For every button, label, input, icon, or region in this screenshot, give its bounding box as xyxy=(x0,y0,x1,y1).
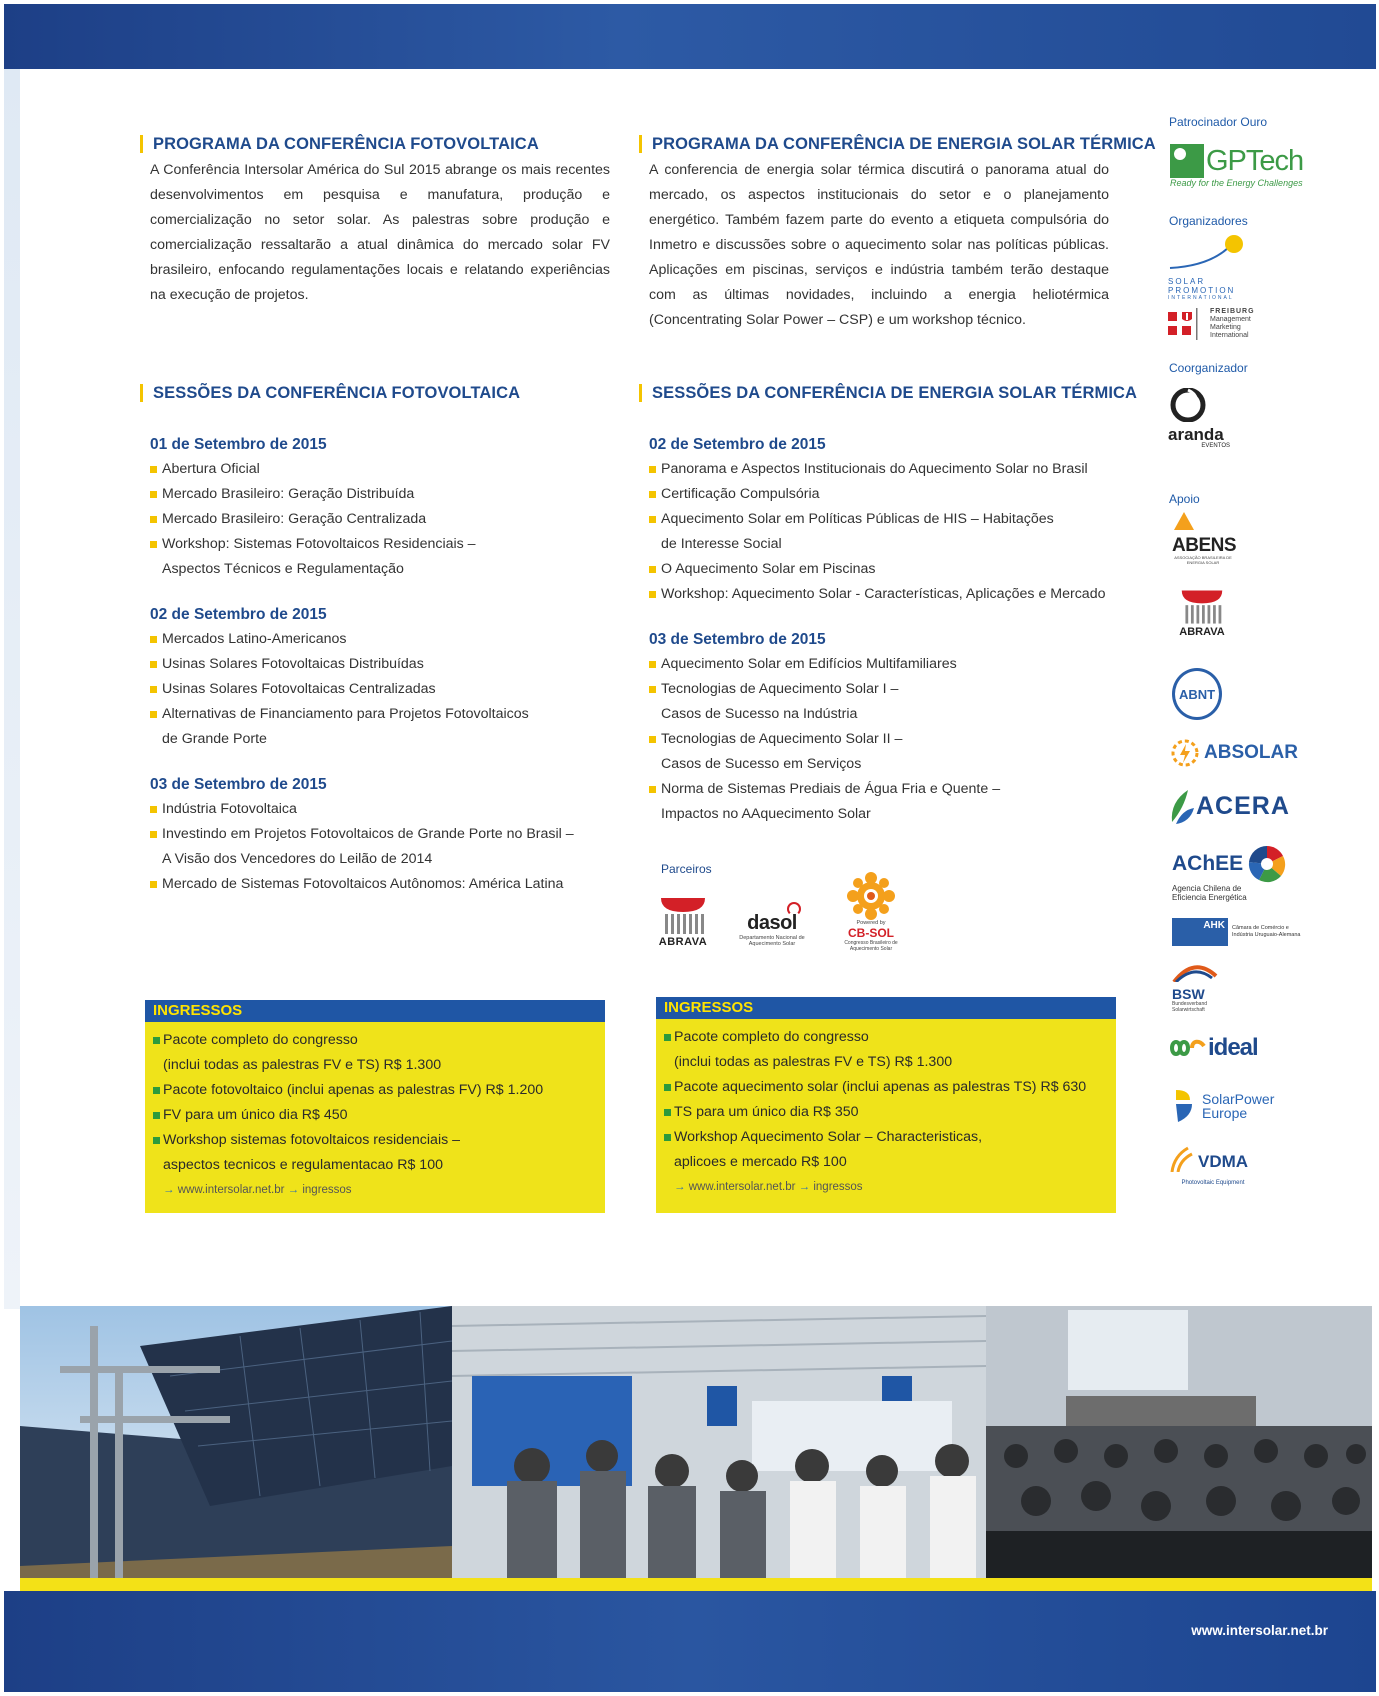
session-item-text: Tecnologias de Aquecimento Solar II – xyxy=(661,731,903,747)
dasol-subtitle: Departamento Nacional de Aquecimento Solar xyxy=(739,935,805,947)
ideal-logo xyxy=(1170,1034,1280,1062)
achee-logo xyxy=(1172,844,1292,902)
aranda-logo xyxy=(1168,388,1248,449)
session-item-text: A Visão dos Vencedores do Leilão de 2014 xyxy=(162,851,433,867)
session-item xyxy=(649,652,1119,677)
yellow-divider xyxy=(20,1578,1372,1591)
vdma-arcs-icon xyxy=(1168,1146,1198,1172)
bullet-icon xyxy=(649,661,656,668)
fmm-line: International xyxy=(1210,332,1249,339)
session-item-text: Aspectos Técnicos e Regulamentação xyxy=(162,561,404,577)
left-stripe xyxy=(4,69,20,1309)
cbsol-sun-icon xyxy=(846,872,896,920)
dasol-text: dasol xyxy=(747,912,797,934)
session-item xyxy=(649,677,1119,727)
session-item-text: Mercado Brasileiro: Geração Distribuída xyxy=(162,486,415,502)
session-item-text: Aquecimento Solar em Edifícios Multifamiliares xyxy=(661,656,957,672)
pv-program-text: A Conferência Intersolar América do Sul 2015 abrange os mais recentes desenvolvimentos em pesquisa e manufatura, produção e comercialização no setor solar. As palestras sobre produção e comercialização ressaltarão a atual dinâmica do mercado solar FV brasileiro, enfocando regulamentações locais e relatando experiências na execução de projetos. xyxy=(150,162,610,303)
footer-url[interactable]: www.intersolar.net.br xyxy=(1191,1623,1328,1638)
ticket-item xyxy=(145,1078,605,1103)
bullet-icon xyxy=(153,1037,160,1044)
session-date: 03 de Setembro de 2015 xyxy=(150,776,327,793)
ticket-link[interactable] xyxy=(145,1180,605,1200)
fmm-text xyxy=(1210,308,1255,340)
session-item-text: de Interesse Social xyxy=(661,536,782,552)
session-item xyxy=(649,557,1119,582)
ticket-link-site[interactable]: www.intersolar.net.br xyxy=(688,1181,796,1193)
session-item xyxy=(150,532,610,582)
absolar-text: ABSOLAR xyxy=(1204,742,1298,763)
session-item xyxy=(150,507,610,532)
abnt-logo xyxy=(1172,668,1222,720)
session-item xyxy=(150,872,610,897)
th-sessions-list xyxy=(649,432,1119,827)
ticket-item-text: (inclui todas as palestras FV e TS) R$ 1.300 xyxy=(674,1054,953,1070)
ahk-logo xyxy=(1172,918,1312,946)
ticket-item xyxy=(656,1075,1116,1100)
abrava-sidebar-logo xyxy=(1172,588,1232,638)
session-item-text: Casos de Sucesso em Serviços xyxy=(661,756,862,772)
abens-sub: ASSOCIAÇÃO BRASILEIRA DE ENERGIA SOLAR xyxy=(1174,555,1232,565)
coorganizer-label: Coorganizador xyxy=(1169,361,1248,375)
session-item xyxy=(150,822,610,872)
session-item xyxy=(150,627,610,652)
ideal-infinity-icon xyxy=(1170,1038,1208,1058)
solar-promotion-text: SOLAR PROMOTION xyxy=(1168,277,1236,295)
bullet-icon xyxy=(649,736,656,743)
ideal-text: ideal xyxy=(1208,1034,1258,1061)
bullet-icon xyxy=(664,1134,671,1141)
ticket-item xyxy=(145,1128,605,1178)
session-item xyxy=(649,482,1119,507)
bullet-icon xyxy=(150,686,157,693)
fmm-line: Management xyxy=(1210,316,1251,323)
session-item-text: Certificação Compulsória xyxy=(661,486,820,502)
bullet-icon xyxy=(153,1112,160,1119)
session-item-text: Casos de Sucesso na Indústria xyxy=(661,706,858,722)
bullet-icon xyxy=(150,831,157,838)
session-item xyxy=(150,652,610,677)
solarpower-europe-text-2: Europe xyxy=(1202,1105,1248,1121)
ticket-item xyxy=(145,1103,605,1128)
fmm-line: FREIBURG xyxy=(1210,308,1255,315)
achee-text: AChEE xyxy=(1172,852,1244,875)
bullet-icon xyxy=(150,491,157,498)
ticket-item-text: FV para um único dia R$ 450 xyxy=(163,1107,348,1123)
session-item-text: Impactos no AAquecimento Solar xyxy=(661,806,871,822)
pv-tickets-list xyxy=(145,1028,605,1200)
th-program-title: PROGRAMA DA CONFERÊNCIA DE ENERGIA SOLAR TÉRMICA xyxy=(639,135,1156,153)
gptech-tagline: Ready for the Energy Challenges xyxy=(1170,178,1303,188)
bullet-icon xyxy=(153,1137,160,1144)
dasol-wordmark xyxy=(747,912,797,935)
solar-promotion-sub: INTERNATIONAL xyxy=(1168,295,1234,301)
bullet-icon xyxy=(150,711,157,718)
exhibition-hall-photo xyxy=(452,1306,986,1578)
session-item-text: Investindo em Projetos Fotovoltaicos de Grande Porte no Brasil – xyxy=(162,826,574,842)
session-item xyxy=(649,507,1119,557)
abrava-partner-logo xyxy=(655,896,711,948)
session-item-text: Abertura Oficial xyxy=(162,461,260,477)
aranda-icon xyxy=(1168,388,1208,422)
ticket-item-text: Pacote aquecimento solar (inclui apenas as palestras TS) R$ 630 xyxy=(674,1079,1087,1095)
ticket-link[interactable] xyxy=(656,1177,1116,1197)
session-item-text: Usinas Solares Fotovoltaicas Distribuídas xyxy=(162,656,424,672)
session-item-text: Indústria Fotovoltaica xyxy=(162,801,297,817)
gptech-icon xyxy=(1170,144,1204,178)
cbsol-subtitle: Congresso Brasileiro de Aquecimento Solar xyxy=(844,940,898,952)
acera-text: ACERA xyxy=(1196,791,1290,820)
abens-logo xyxy=(1172,510,1242,565)
ticket-link-page[interactable]: ingressos xyxy=(302,1184,352,1196)
solar-promotion-logo xyxy=(1168,232,1258,301)
aranda-text: aranda xyxy=(1168,425,1224,444)
bullet-icon xyxy=(150,541,157,548)
abrava-sidebar-text: ABRAVA xyxy=(1179,626,1225,638)
cbsol-partner-logo xyxy=(838,872,904,952)
session-item-text: Aquecimento Solar em Políticas Públicas de HIS – Habitações xyxy=(661,511,1054,527)
acera-leaf-icon xyxy=(1168,786,1196,826)
ticket-item-text: (inclui todas as palestras FV e TS) R$ 1.300 xyxy=(163,1057,442,1073)
arrow-right-icon: → xyxy=(284,1184,303,1196)
ahk-badge: AHK xyxy=(1172,918,1228,946)
abrava-partner-text: ABRAVA xyxy=(658,936,708,948)
bullet-icon xyxy=(150,881,157,888)
abens-sun-icon xyxy=(1172,510,1196,532)
session-item-text: Mercado Brasileiro: Geração Centralizada xyxy=(162,511,427,527)
bullet-icon xyxy=(664,1034,671,1041)
ticket-item-text: TS para um único dia R$ 350 xyxy=(674,1104,859,1120)
ticket-link-site[interactable]: www.intersolar.net.br xyxy=(177,1184,285,1196)
session-date: 01 de Setembro de 2015 xyxy=(150,436,327,453)
ticket-item-text: aplicoes e mercado R$ 100 xyxy=(674,1154,847,1170)
dasol-partner-logo xyxy=(738,912,806,947)
session-item-text: Mercados Latino-Americanos xyxy=(162,631,347,647)
ticket-item-text: Workshop sistemas fotovoltaicos residenciais – xyxy=(163,1132,461,1148)
session-date: 02 de Setembro de 2015 xyxy=(649,436,826,453)
ticket-item xyxy=(145,1028,605,1078)
th-program-text: A conferencia de energia solar térmica discutirá o panorama atual do mercado, os aspectos institucionais do setor e o planejamento energético. Também fazem parte do evento a etiqueta compulsória do Inmetro e discussões sobre o aquecimento solar nas políticas públicas. Aplicações em piscinas, serviços e indústria também terão destaque com as últimas novidades, incluindo a energia heliotérmica (Concentrating Solar Power – CSP) e um workshop técnico. xyxy=(649,162,1109,328)
ticket-item-text: Workshop Aquecimento Solar – Characteristicas, xyxy=(674,1129,983,1145)
bsw-text: BSW xyxy=(1172,986,1205,1002)
bsw-arc-icon xyxy=(1172,962,1218,982)
session-item xyxy=(150,677,610,702)
pv-sessions-list xyxy=(150,432,610,897)
absolar-logo xyxy=(1170,738,1300,768)
fmm-icon xyxy=(1168,308,1208,340)
bullet-icon xyxy=(649,591,656,598)
session-item xyxy=(649,727,1119,777)
organizers-label: Organizadores xyxy=(1169,214,1248,228)
session-item-text: O Aquecimento Solar em Piscinas xyxy=(661,561,876,577)
achee-sub: Agencia Chilena de Eficiencia Energética xyxy=(1172,884,1247,902)
session-item-text: Tecnologias de Aquecimento Solar I – xyxy=(661,681,899,697)
conference-audience-photo xyxy=(986,1306,1372,1578)
th-tickets-box xyxy=(656,997,1116,1213)
ahk-sub: Câmara de Comércio e Indústria Uruguaio-Alemana xyxy=(1232,925,1301,938)
cbsol-text: CB-SOL xyxy=(848,926,894,940)
session-item xyxy=(150,702,610,752)
acera-logo xyxy=(1168,786,1298,826)
gold-sponsor-label: Patrocinador Ouro xyxy=(1169,115,1268,129)
vdma-text: VDMA xyxy=(1198,1152,1249,1171)
ticket-item-text: Pacote completo do congresso xyxy=(674,1029,869,1045)
achee-pinwheel-icon xyxy=(1247,844,1287,884)
session-item xyxy=(150,457,610,482)
support-label: Apoio xyxy=(1169,492,1200,506)
bullet-icon xyxy=(649,786,656,793)
partners-label: Parceiros xyxy=(661,862,712,876)
session-item-text: Workshop: Aquecimento Solar - Características, Aplicações e Mercado xyxy=(661,586,1106,602)
bullet-icon xyxy=(150,516,157,523)
top-banner xyxy=(4,4,1376,69)
arrow-right-icon: → xyxy=(795,1181,814,1193)
ticket-item xyxy=(656,1125,1116,1175)
pv-tickets-box xyxy=(145,1000,605,1213)
pv-sessions-title: SESSÕES DA CONFERÊNCIA FOTOVOLTAICA xyxy=(140,384,520,402)
session-item xyxy=(649,582,1119,607)
cbsol-powered: Powered by xyxy=(856,920,886,926)
arrow-right-icon: → xyxy=(674,1181,689,1193)
bullet-icon xyxy=(664,1109,671,1116)
bullet-icon xyxy=(150,466,157,473)
session-item-text: Norma de Sistemas Prediais de Água Fria e Quente – xyxy=(661,781,1001,797)
bullet-icon xyxy=(649,686,656,693)
session-date: 02 de Setembro de 2015 xyxy=(150,606,327,623)
session-item-text: Workshop: Sistemas Fotovoltaicos Residenciais – xyxy=(162,536,476,552)
arrow-right-icon: → xyxy=(163,1184,178,1196)
ticket-item-text: Pacote fotovoltaico (inclui apenas as palestras FV) R$ 1.200 xyxy=(163,1082,544,1098)
bullet-icon xyxy=(649,466,656,473)
abens-text: ABENS xyxy=(1172,535,1237,556)
bsw-logo xyxy=(1172,962,1242,1013)
abrava-icon xyxy=(658,896,708,936)
ticket-item xyxy=(656,1100,1116,1125)
bullet-icon xyxy=(649,491,656,498)
session-item-text: Alternativas de Financiamento para Projetos Fotovoltaicos xyxy=(162,706,529,722)
fmm-line: Marketing xyxy=(1210,324,1241,331)
bullet-icon xyxy=(150,806,157,813)
bsw-sub: Bundesverband Solarwirtschaft xyxy=(1172,1001,1208,1013)
bottom-banner xyxy=(4,1591,1376,1692)
abnt-text: ABNT xyxy=(1178,686,1216,702)
session-item-text: Usinas Solares Fotovoltaicas Centralizadas xyxy=(162,681,436,697)
session-item xyxy=(150,797,610,822)
solarpower-europe-icon xyxy=(1172,1086,1198,1126)
ticket-item xyxy=(656,1025,1116,1075)
session-date: 03 de Setembro de 2015 xyxy=(649,631,826,648)
solarpower-europe-logo xyxy=(1172,1086,1302,1126)
gptech-logo xyxy=(1170,144,1320,188)
solarpower-europe-text-1: SolarPower xyxy=(1202,1091,1275,1107)
fmm-logo xyxy=(1168,308,1278,340)
session-item xyxy=(150,482,610,507)
abrava-sidebar-icon xyxy=(1179,588,1225,626)
bullet-icon xyxy=(649,566,656,573)
bullet-icon xyxy=(150,661,157,668)
dasol-sun-icon xyxy=(787,902,801,916)
pv-program-title: PROGRAMA DA CONFERÊNCIA FOTOVOLTAICA xyxy=(140,135,539,153)
vdma-sub: Photovoltaic Equipment xyxy=(1181,1180,1245,1186)
session-item-text: Mercado de Sistemas Fotovoltaicos Autônomos: América Latina xyxy=(162,876,564,892)
absolar-sun-icon xyxy=(1170,738,1200,768)
solar-promotion-icon xyxy=(1168,232,1248,272)
aranda-sub: EVENTOS xyxy=(1201,443,1230,449)
session-item xyxy=(649,457,1119,482)
session-item xyxy=(649,777,1119,827)
th-tickets-list xyxy=(656,1025,1116,1197)
gptech-name: GPTech xyxy=(1206,144,1304,177)
th-tickets-title: INGRESSOS xyxy=(656,997,1116,1019)
session-item-text: Panorama e Aspectos Institucionais do Aquecimento Solar no Brasil xyxy=(661,461,1088,477)
ticket-item-text: Pacote completo do congresso xyxy=(163,1032,358,1048)
th-sessions-title: SESSÕES DA CONFERÊNCIA DE ENERGIA SOLAR TÉRMICA xyxy=(639,384,1137,402)
bullet-icon xyxy=(153,1087,160,1094)
bullet-icon xyxy=(664,1084,671,1091)
session-item-text: de Grande Porte xyxy=(162,731,267,747)
ticket-link-page[interactable]: ingressos xyxy=(813,1181,863,1193)
pv-tickets-title: INGRESSOS xyxy=(145,1000,605,1022)
bullet-icon xyxy=(150,636,157,643)
ticket-item-text: aspectos tecnicos e regulamentacao R$ 100 xyxy=(163,1157,443,1173)
bullet-icon xyxy=(649,516,656,523)
vdma-logo xyxy=(1168,1146,1268,1187)
solar-panels-photo xyxy=(20,1306,452,1578)
